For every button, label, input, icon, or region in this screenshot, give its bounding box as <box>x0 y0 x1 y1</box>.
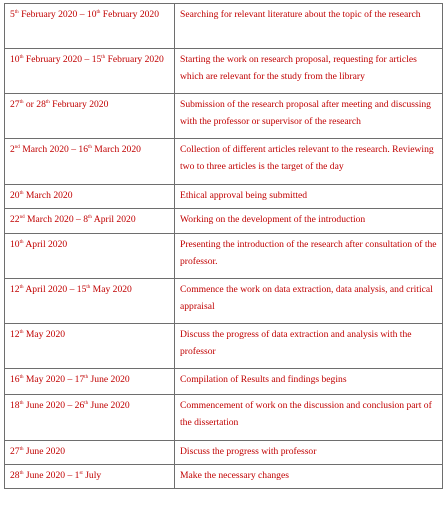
date-text: February 2020 – 10 <box>18 9 97 20</box>
ordinal-suffix: th <box>19 330 24 335</box>
date-text: March 2020 – 16 <box>19 144 89 155</box>
ordinal-suffix: th <box>88 145 92 150</box>
activity-cell: Discuss the progress of data extraction and analysis with the professor <box>175 324 443 369</box>
date-cell <box>5 465 175 489</box>
ordinal-suffix: th <box>19 285 24 290</box>
ordinal-suffix: th <box>19 401 24 406</box>
table-row <box>5 465 443 489</box>
date-text: 10 <box>10 239 20 250</box>
date-text: 2 <box>10 144 15 155</box>
table-row <box>5 441 443 465</box>
table-row <box>5 324 443 369</box>
date-cell <box>5 49 175 94</box>
timeline-table-body <box>5 4 443 489</box>
date-cell <box>5 185 175 209</box>
ordinal-suffix: th <box>19 471 24 476</box>
activity-cell: Commencement of work on the discussion and conclusion part of the dissertation <box>175 395 443 441</box>
date-text: June 2020 <box>88 374 130 385</box>
activity-cell: Submission of the research proposal after meeting and discussing with the professor or supervisor of the research <box>175 94 443 139</box>
table-row <box>5 209 443 234</box>
date-text: July <box>82 470 102 481</box>
date-text: 12 <box>10 329 20 340</box>
date-cell <box>5 234 175 279</box>
date-text: May 2020 <box>90 284 132 295</box>
date-text: February 2020 <box>105 54 164 65</box>
date-cell <box>5 209 175 234</box>
date-text: June 2020 <box>23 446 66 457</box>
date-text: or 28 <box>23 99 46 110</box>
date-text: February 2020 <box>100 9 160 20</box>
activity-cell: Make the necessary changes <box>175 465 443 489</box>
table-row <box>5 4 443 49</box>
ordinal-suffix: th <box>19 240 24 245</box>
date-cell <box>5 279 175 324</box>
activity-cell: Searching for relevant literature about the topic of the research <box>175 4 443 49</box>
timeline-table-container <box>4 3 442 489</box>
date-cell <box>5 395 175 441</box>
activity-cell: Ethical approval being submitted <box>175 185 443 209</box>
date-text: 10 <box>10 54 20 65</box>
table-row <box>5 369 443 395</box>
date-cell <box>5 441 175 465</box>
ordinal-suffix: th <box>96 10 101 15</box>
ordinal-suffix: th <box>84 375 89 380</box>
date-text: June 2020 – 26 <box>23 400 85 411</box>
activity-cell: Starting the work on research proposal, requesting for articles which are relevant for the study from the library <box>175 49 443 94</box>
ordinal-suffix: nd <box>14 145 20 150</box>
ordinal-suffix: th <box>14 10 19 15</box>
date-text: April 2020 <box>91 214 136 225</box>
activity-cell: Working on the development of the introduction <box>175 209 443 234</box>
date-cell <box>5 139 175 185</box>
date-text: 16 <box>10 374 20 385</box>
ordinal-suffix: th <box>19 191 24 196</box>
ordinal-suffix: th <box>45 100 50 105</box>
date-text: 20 <box>10 190 20 201</box>
date-text: May 2020 – 17 <box>23 374 85 385</box>
ordinal-suffix: nd <box>19 215 25 220</box>
ordinal-suffix: th <box>101 55 106 60</box>
ordinal-suffix: th <box>88 215 92 220</box>
date-cell <box>5 369 175 395</box>
ordinal-suffix: th <box>84 401 89 406</box>
date-text: February 2020 – 15 <box>23 54 102 65</box>
date-text: March 2020 <box>23 190 73 201</box>
activity-cell: Collection of different articles relevant to the research. Reviewing two to three articles is the target of the day <box>175 139 443 185</box>
date-text: March 2020 – 8 <box>24 214 89 225</box>
activity-cell: Commence the work on data extraction, data analysis, and critical appraisal <box>175 279 443 324</box>
table-row <box>5 49 443 94</box>
date-text: June 2020 <box>88 400 130 411</box>
date-text: February 2020 <box>49 99 109 110</box>
date-text: 27 <box>10 446 20 457</box>
ordinal-suffix: th <box>19 447 24 452</box>
date-text: 12 <box>10 284 20 295</box>
ordinal-suffix: th <box>19 55 24 60</box>
date-text: April 2020 – 15 <box>23 284 87 295</box>
activity-cell: Presenting the introduction of the research after consultation of the professor. <box>175 234 443 279</box>
date-text: June 2020 – 1 <box>23 470 80 481</box>
ordinal-suffix: th <box>19 100 24 105</box>
research-timeline-table <box>4 3 443 489</box>
date-text: 22 <box>10 214 20 225</box>
date-text: May 2020 <box>23 329 66 340</box>
date-cell <box>5 94 175 139</box>
activity-cell: Discuss the progress with professor <box>175 441 443 465</box>
table-row <box>5 234 443 279</box>
ordinal-suffix: th <box>19 375 24 380</box>
activity-cell: Compilation of Results and findings begins <box>175 369 443 395</box>
ordinal-suffix: th <box>86 285 91 290</box>
date-text: April 2020 <box>23 239 68 250</box>
table-row <box>5 185 443 209</box>
date-cell <box>5 4 175 49</box>
date-text: March 2020 <box>91 144 141 155</box>
date-cell <box>5 324 175 369</box>
ordinal-suffix: st <box>79 471 83 476</box>
date-text: 5 <box>10 9 15 20</box>
date-text: 28 <box>10 470 20 481</box>
table-row <box>5 139 443 185</box>
table-row <box>5 94 443 139</box>
table-row <box>5 395 443 441</box>
table-row <box>5 279 443 324</box>
date-text: 27 <box>10 99 20 110</box>
date-text: 18 <box>10 400 20 411</box>
